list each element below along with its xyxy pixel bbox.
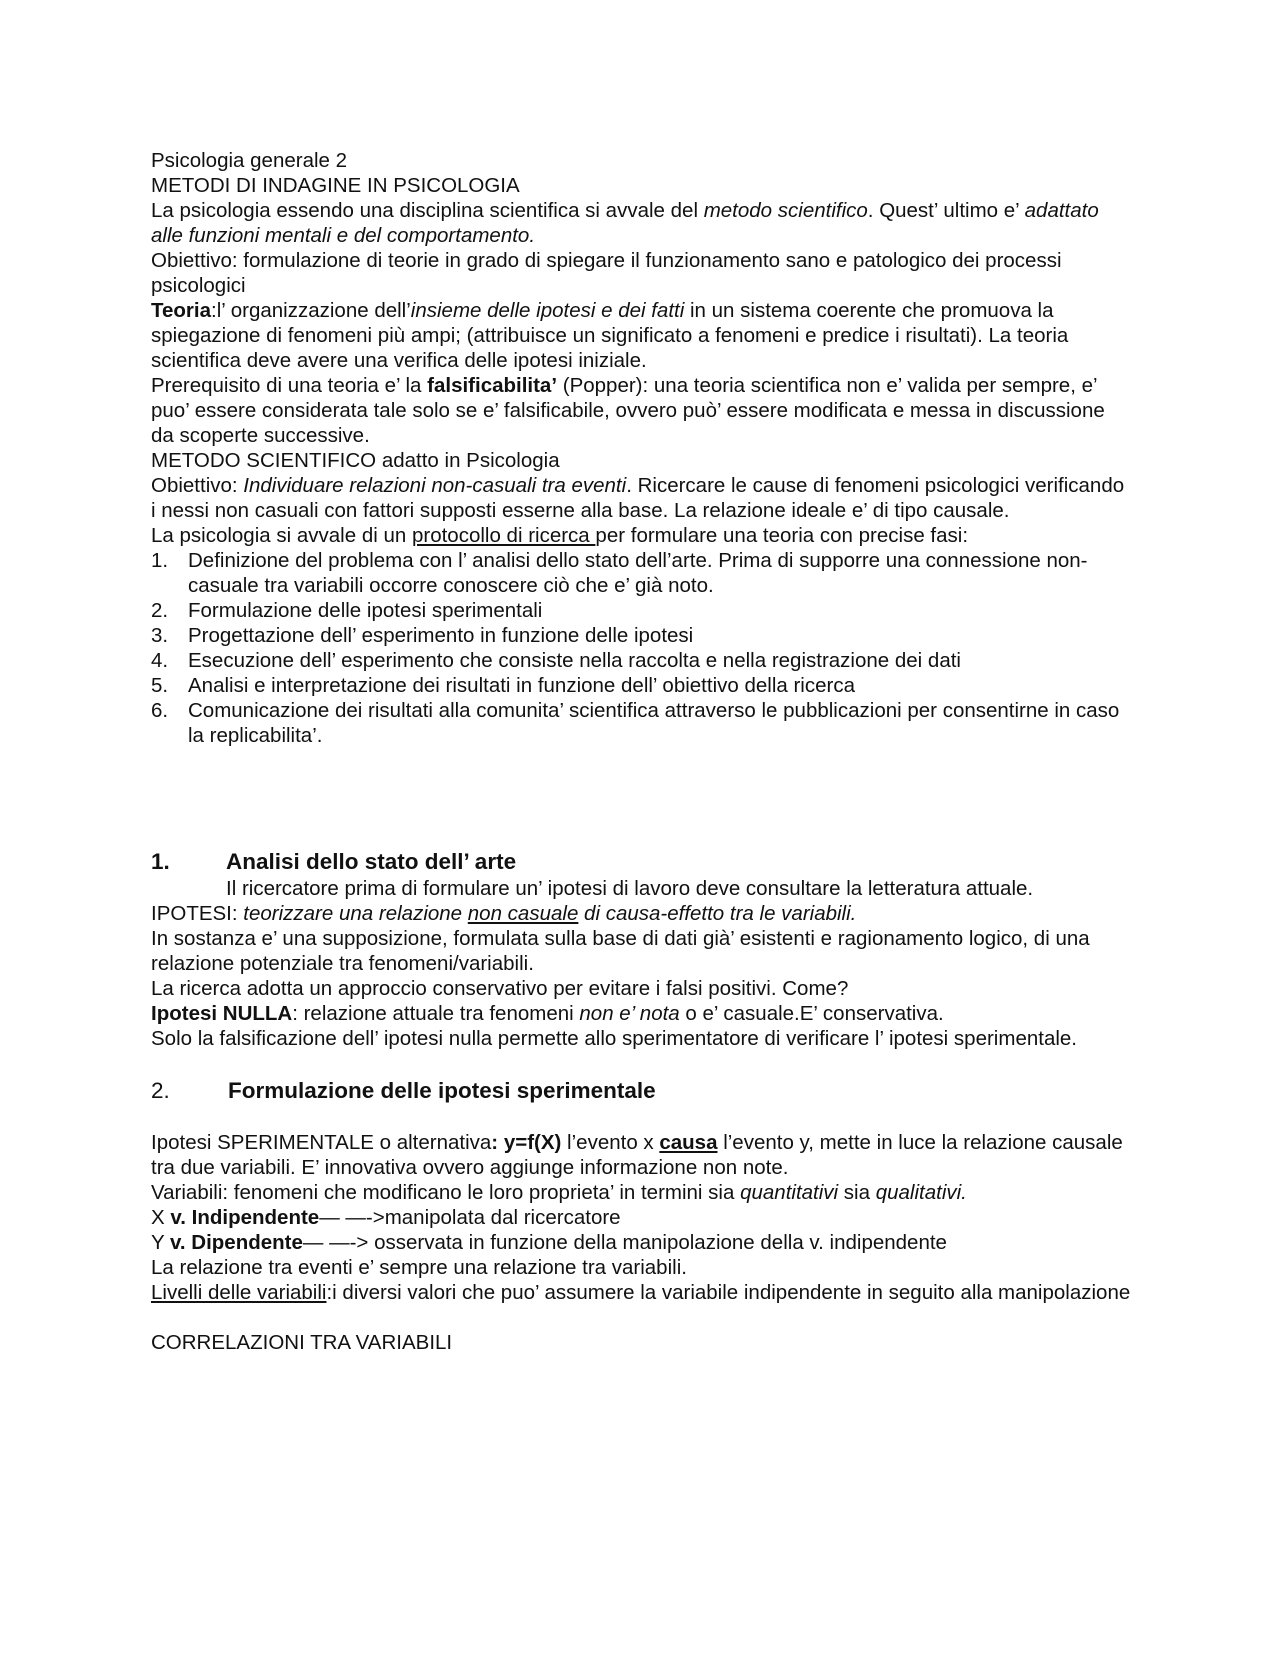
teoria-paragraph: Teoria:l’ organizzazione dell’insieme delle ipotesi e dei fatti in un sistema coerente che promuova la spiegazione di fenomeni più ampi; (attribuisce un significato a fenomeni e predice i risultati). La teoria scientifica deve avere una verifica delle ipotesi iniziale.: [151, 299, 1069, 372]
ipotesi-sperimentale-paragraph: Ipotesi SPERIMENTALE o alternativa: y=f(X) l’evento x causa l’evento y, mette in luce la relazione causale tra due variabili. E’ innovativa ovvero aggiunge informazione non note.: [151, 1131, 1123, 1179]
prerequisite-paragraph: Prerequisito di una teoria e’ la falsificabilita’ (Popper): una teoria scientifica non e’ valida per sempre, e’ puo’ essere considerata tale solo se e’ falsificabile, ovvero può’ essere modificata e messa in discussione da scoperte successive.: [151, 374, 1105, 447]
livelli-paragraph: Livelli delle variabili:i diversi valori che puo’ assumere la variabile indipendente in seguito alla manipolazione: [151, 1281, 1131, 1304]
sostanza-paragraph: In sostanza e’ una supposizione, formulata sulla base di dati già’ esistenti e ragionamento logico, di una relazione potenziale tra fenomeni/variabili.: [151, 927, 1090, 975]
section-title: METODI DI INDAGINE IN PSICOLOGIA: [151, 174, 520, 197]
list-item: 6. Comunicazione dei risultati alla comunita’ scientifica attraverso le pubblicazioni per consentirne in caso la replicabilita’.: [151, 699, 1120, 747]
relazione-paragraph: La relazione tra eventi e’ sempre una relazione tra variabili.: [151, 1256, 687, 1279]
section1-body: Il ricercatore prima di formulare un’ ipotesi di lavoro deve consultare la letteratura attuale.: [226, 877, 1034, 900]
list-item: 1. Definizione del problema con l’ analisi dello stato dell’arte. Prima di supporre una connessione non-casuale tra variabili occorre conoscere ciò che e’ già noto.: [151, 549, 1088, 597]
section1-heading: 1. Analisi dello stato dell’ arte: [151, 849, 517, 874]
correlazioni-heading: CORRELAZIONI TRA VARIABILI: [151, 1331, 453, 1354]
section2-heading: 2. Formulazione delle ipotesi sperimentale: [151, 1078, 656, 1103]
ricerca-paragraph: La ricerca adotta un approccio conservativo per evitare i falsi positivi. Come?: [151, 977, 849, 1000]
variabile-x-line: X v. Indipendente— —->manipolata dal ricercatore: [151, 1206, 621, 1229]
ipotesi-nulla-paragraph: Ipotesi NULLA: relazione attuale tra fenomeni non e’ nota o e’ casuale.E’ conservativa.: [151, 1002, 944, 1025]
list-item: 4. Esecuzione dell’ esperimento che consiste nella raccolta e nella registrazione dei dati: [151, 649, 961, 672]
intro-paragraph: La psicologia essendo una disciplina scientifica si avvale del metodo scientifico. Quest’ ultimo e’ adattato alle funzioni mentali e del comportamento.: [151, 199, 1099, 247]
variabili-paragraph: Variabili: fenomeni che modificano le loro proprieta’ in termini sia quantitativi sia qualitativi.: [151, 1181, 967, 1204]
objective-paragraph: Obiettivo: formulazione di teorie in grado di spiegare il funzionamento sano e patologico dei processi psicologici: [151, 249, 1062, 297]
document-page: [151, 148, 1131, 1355]
metodo-title: METODO SCIENTIFICO adatto in Psicologia: [151, 449, 560, 472]
falsificazione-paragraph: Solo la falsificazione dell’ ipotesi nulla permette allo sperimentatore di verificare l’ ipotesi sperimentale.: [151, 1027, 1077, 1050]
protocol-paragraph: La psicologia si avvale di un protocollo di ricerca per formulare una teoria con precise fasi:: [151, 524, 969, 547]
list-item: 2. Formulazione delle ipotesi sperimentali: [151, 599, 543, 622]
objective2-paragraph: Obiettivo: Individuare relazioni non-casuali tra eventi. Ricercare le cause di fenomeni psicologici verificando i nessi non casuali con fattori supposti esserne alla base. La relazione ideale e’ di tipo causale.: [151, 474, 1125, 522]
steps-list: [151, 548, 1131, 748]
list-item: 5. Analisi e interpretazione dei risultati in funzione dell’ obiettivo della ricerca: [151, 674, 855, 697]
list-item: 3. Progettazione dell’ esperimento in funzione delle ipotesi: [151, 624, 694, 647]
ipotesi-definition: IPOTESI: teorizzare una relazione non casuale di causa-effetto tra le variabili.: [151, 902, 857, 925]
variabile-y-line: Y v. Dipendente— —-> osservata in funzione della manipolazione della v. indipendente: [151, 1231, 947, 1254]
course-title: Psicologia generale 2: [151, 149, 348, 172]
